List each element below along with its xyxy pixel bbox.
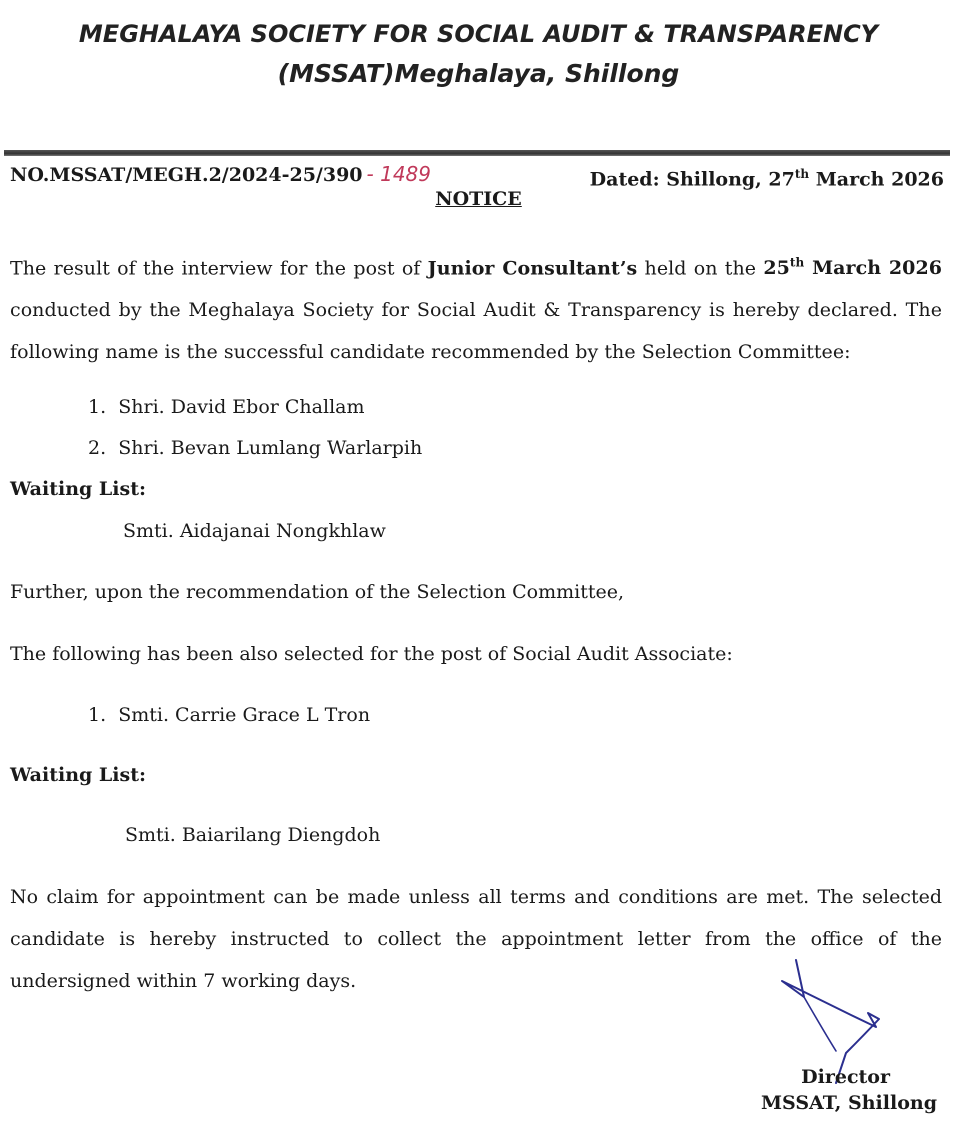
candidate-name: Shri. Bevan Lumlang Warlarpih [118,437,423,459]
interview-date [763,257,942,279]
notice-title: NOTICE [435,188,522,210]
closing-paragraph: No claim for appointment can be made unless all terms and conditions are met. The selected candidate is hereby instructed to collect the appointment letter from the office of the undersigned within 7 working days. [10,886,942,992]
waiting-candidate: Smti. Baiarilang Diengdoh [125,824,381,846]
interview-date-day: 25 [763,257,790,280]
list-number: 1. [88,704,107,726]
intro-part1: The result of the interview for the post of [10,257,428,280]
header-rule [4,150,950,156]
following-text: The following has been also selected for the post of Social Audit Associate: [10,643,733,665]
intro-part3: conducted by the Meghalaya Society for Social Audit & Transparency is hereby declared. The following name is the successful candidate recommended by the Selection Committee: [10,299,942,364]
reference-number [10,160,431,189]
waiting-candidate: Smti. Aidajanai Nongkhlaw [123,520,386,542]
list-item [88,433,422,463]
dated-prefix: Dated: Shillong, 27 [589,168,795,191]
intro-paragraph [10,242,942,373]
org-name: MEGHALAYA SOCIETY FOR SOCIAL AUDIT & TRANSPARENCY [78,20,879,48]
intro-part2: held on the [637,257,764,280]
interview-date-sup: th [789,256,805,270]
dated-suffix: March 2026 [809,168,944,191]
interview-date-rest: March 2026 [804,257,942,280]
candidate-name: Shri. David Ebor Challam [118,396,365,418]
waiting-list-label: Waiting List: [10,764,146,786]
further-text: Further, upon the recommendation of the Selection Committee, [10,581,625,603]
signatory-block [761,1064,937,1116]
handwritten-number: - 1489 [366,162,432,186]
signatory-title: Director [801,1066,890,1088]
list-number: 2. [88,437,107,459]
post-name: Junior Consultant’s [427,257,638,280]
reference-number-text: NO.MSSAT/MEGH.2/2024-25/390 [10,164,363,186]
list-item [88,392,365,422]
candidate-name: Smti. Carrie Grace L Tron [118,704,371,726]
list-item [88,700,370,730]
letterhead [0,14,957,94]
org-abbr-location: (MSSAT)Meghalaya, Shillong [277,59,680,88]
signatory-org: MSSAT, Shillong [760,1092,937,1114]
waiting-list-label: Waiting List: [10,478,146,500]
dated-sup: th [794,167,810,181]
list-number: 1. [88,396,107,418]
reference-row [10,160,944,191]
